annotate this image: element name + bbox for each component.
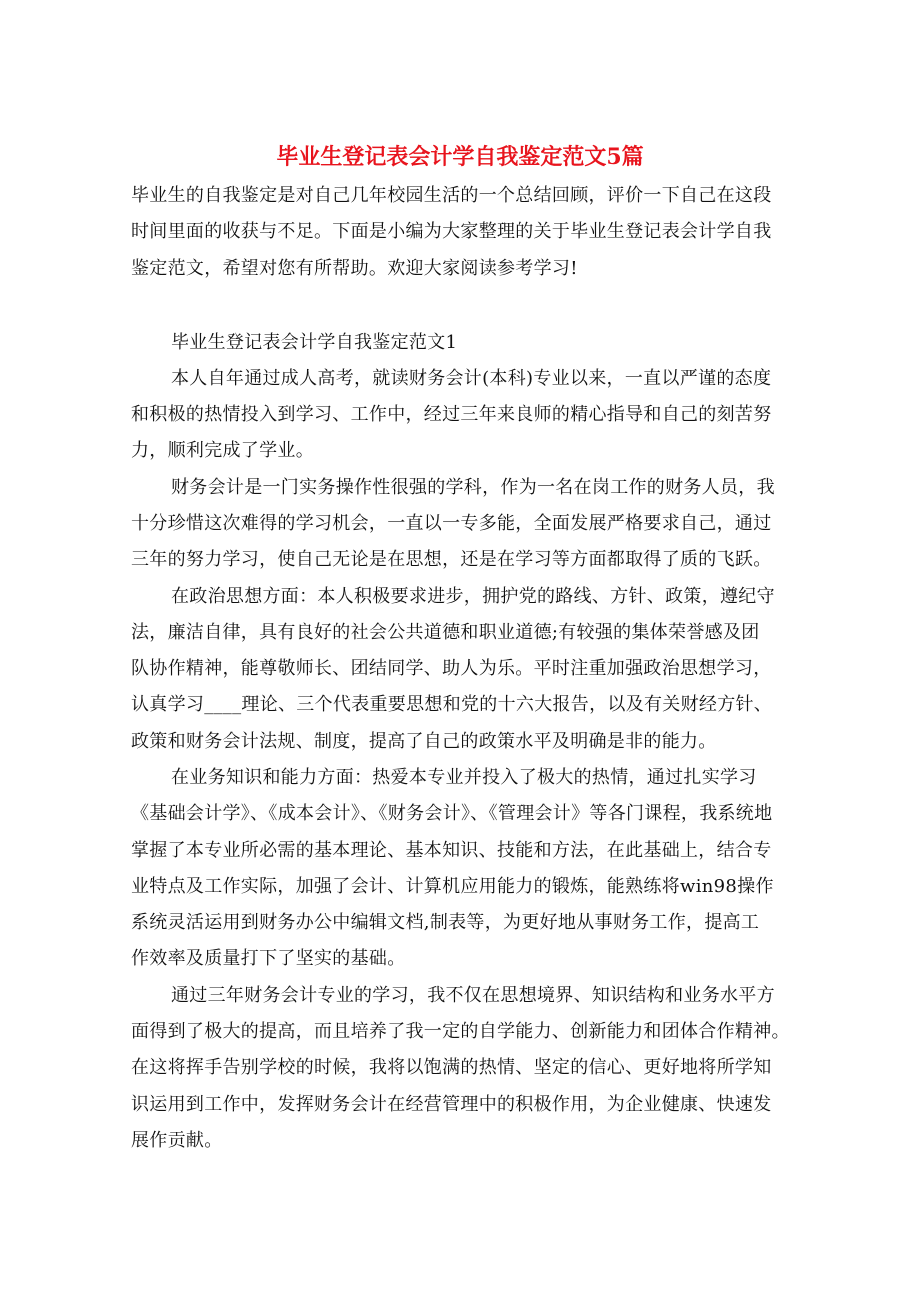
- body-line: 展作贡献。: [131, 1130, 223, 1151]
- body-line: 政策和财务会计法规、制度，提高了自己的政策水平及明确是非的能力。: [131, 731, 717, 752]
- document-title: 毕业生登记表会计学自我鉴定范文5篇: [276, 144, 644, 170]
- body-line: 队协作精神，能尊敬师长、团结同学、助人为乐。平时注重加强政治思想学习，: [131, 658, 772, 679]
- body-line: 《基础会计学》、《成本会计》、《财务会计》、《管理会计》等各门课程，我系统地: [131, 803, 773, 824]
- body-line: 系统灵活运用到财务办公中编辑文档,制表等，为更好地从事财务工作，提高工: [131, 912, 760, 933]
- body-line: 财务会计是一门实务操作性很强的学科，作为一名在岗工作的财务人员，我: [171, 477, 775, 498]
- intro-line: 毕业生的自我鉴定是对自己几年校园生活的一个总结回顾，评价一下自己在这段: [131, 185, 772, 206]
- body-line: 本人自年通过成人高考，就读财务会计(本科)专业以来，一直以严谨的态度: [171, 368, 772, 389]
- body-line: 业特点及工作实际，加强了会计、计算机应用能力的锻炼，能熟练将win98操作: [131, 876, 774, 897]
- intro-line: 鉴定范文，希望对您有所帮助。欢迎大家阅读参考学习!: [131, 258, 578, 279]
- body-line: 通过三年财务会计专业的学习，我不仅在思想境界、知识结构和业务水平方: [171, 985, 775, 1006]
- body-line: 识运用到工作中，发挥财务会计在经营管理中的积极作用，为企业健康、快速发: [131, 1094, 772, 1115]
- body-line: 十分珍惜这次难得的学习机会，一直以一专多能，全面发展严格要求自己，通过: [131, 513, 772, 534]
- intro-line: 时间里面的收获与不足。下面是小编为大家整理的关于毕业生登记表会计学自我: [131, 221, 772, 242]
- body-line: 作效率及质量打下了坚实的基础。: [131, 948, 406, 969]
- body-line: 认真学习____理论、三个代表重要思想和党的十六大报告，以及有关财经方针、: [131, 694, 773, 715]
- body-line: 力，顺利完成了学业。: [131, 440, 314, 461]
- section-heading: 毕业生登记表会计学自我鉴定范文1: [171, 332, 458, 353]
- body-line: 法，廉洁自律，具有良好的社会公共道德和职业道德;有较强的集体荣誉感及团: [131, 622, 760, 643]
- body-line: 在业务知识和能力方面：热爱本专业并投入了极大的热情，通过扎实学习: [171, 767, 757, 788]
- body-line: 掌握了本专业所必需的基本理论、基本知识、技能和方法，在此基础上，结合专: [131, 840, 772, 861]
- body-line: 在这将挥手告别学校的时候，我将以饱满的热情、坚定的信心、更好地将所学知: [131, 1057, 772, 1078]
- body-line: 在政治思想方面：本人积极要求进步，拥护党的路线、方针、政策，遵纪守: [171, 586, 775, 607]
- body-line: 三年的努力学习，使自己无论是在思想，还是在学习等方面都取得了质的飞跃。: [131, 549, 772, 570]
- body-line: 和积极的热情投入到学习、工作中，经过三年来良师的精心指导和自己的刻苦努: [131, 404, 772, 425]
- body-line: 面得到了极大的提高，而且培养了我一定的自学能力、创新能力和团体合作精神。: [131, 1021, 790, 1042]
